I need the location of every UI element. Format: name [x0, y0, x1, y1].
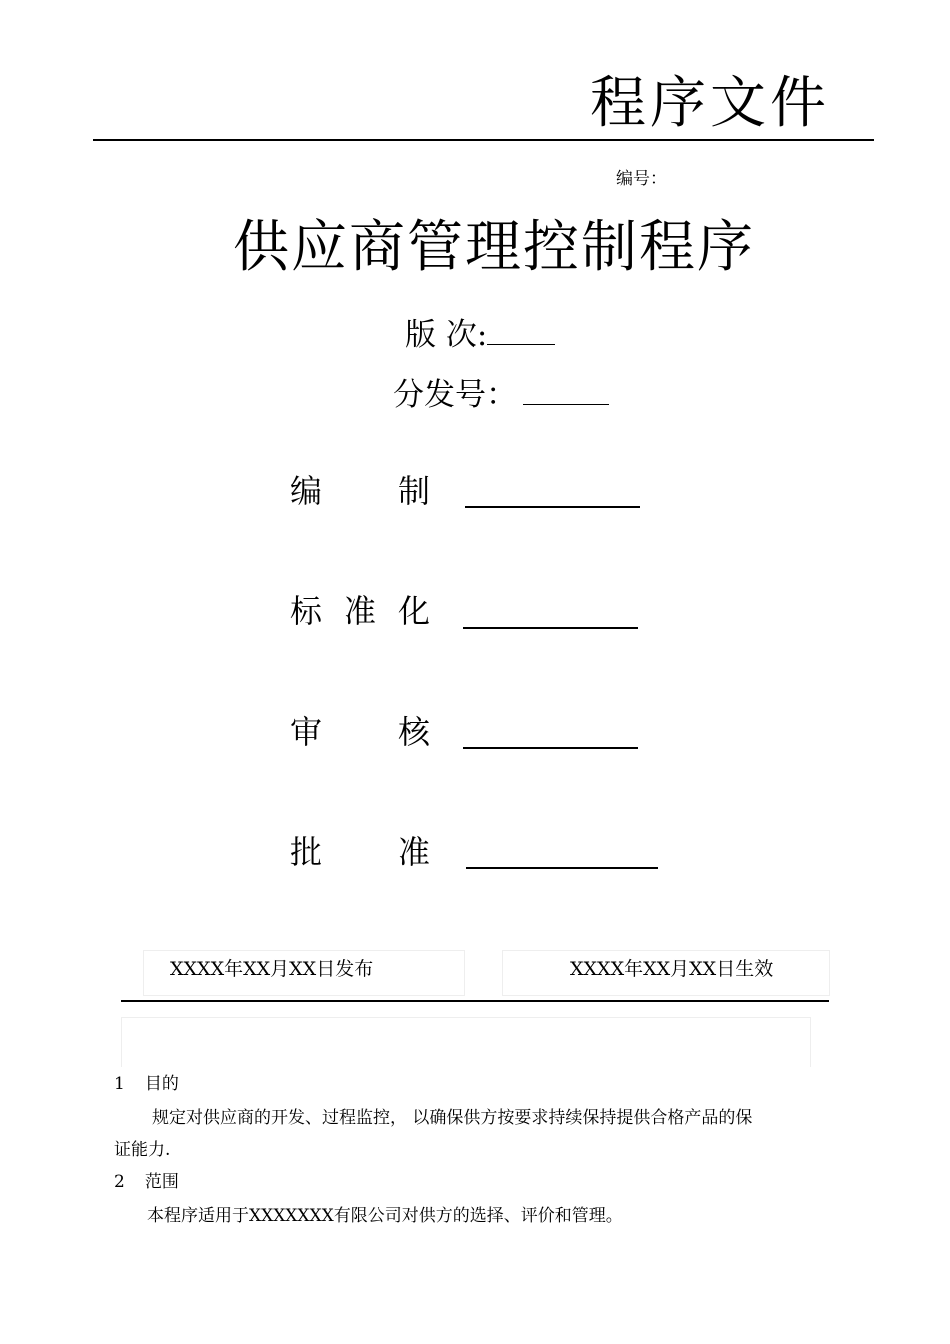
signature-char: 准 — [343, 592, 376, 630]
signature-char: 化 — [397, 592, 430, 630]
section-number: 2 — [114, 1172, 125, 1192]
signature-char: 准 — [397, 833, 430, 871]
section-title: 目的 — [144, 1074, 179, 1094]
header-rule — [93, 139, 874, 141]
section-body-line: 本程序适用于XXXXXXX有限公司对供方的选择、评价和管理。 — [147, 1206, 623, 1226]
signature-char: 编 — [290, 472, 323, 510]
signature-label-review — [290, 713, 430, 751]
signature-line-approve[interactable] — [466, 867, 658, 869]
publish-date: XXXX年XX月XX日发布 — [170, 958, 374, 980]
signature-line-prepared[interactable] — [465, 506, 640, 508]
doc-number-label: 编号： — [616, 169, 667, 189]
signature-label-standardization — [290, 592, 430, 630]
section-body-line: 证能力. — [114, 1140, 171, 1160]
signature-char: 审 — [290, 713, 323, 751]
effective-date: XXXX年XX月XX日生效 — [570, 958, 774, 980]
version-label: 版 次: — [405, 317, 488, 353]
section-number: 1 — [114, 1074, 125, 1094]
header-title: 程序文件 — [590, 71, 830, 136]
distribution-blank[interactable] — [523, 378, 609, 405]
date-rule — [121, 1000, 829, 1002]
signature-char: 制 — [397, 472, 430, 510]
section-heading-purpose — [114, 1076, 179, 1093]
distribution-field — [393, 378, 609, 411]
section-title: 范围 — [144, 1172, 179, 1192]
empty-frame — [121, 1017, 811, 1067]
document-title: 供应商管理控制程序 — [233, 215, 755, 280]
section-body-line: 规定对供应商的开发、过程监控， 以确保供方按要求持续保持提供合格产品的保 — [152, 1108, 753, 1128]
signature-char: 核 — [397, 713, 430, 751]
signature-char: 标 — [290, 592, 323, 630]
signature-char: 批 — [290, 833, 323, 871]
section-heading-scope — [114, 1174, 179, 1191]
signature-label-prepared — [290, 472, 430, 510]
version-blank[interactable] — [487, 318, 555, 345]
signature-label-approve — [290, 833, 430, 871]
signature-line-standardization[interactable] — [463, 627, 638, 629]
signature-line-review[interactable] — [463, 747, 638, 749]
distribution-label: 分发号： — [393, 377, 517, 413]
version-field — [405, 318, 555, 351]
